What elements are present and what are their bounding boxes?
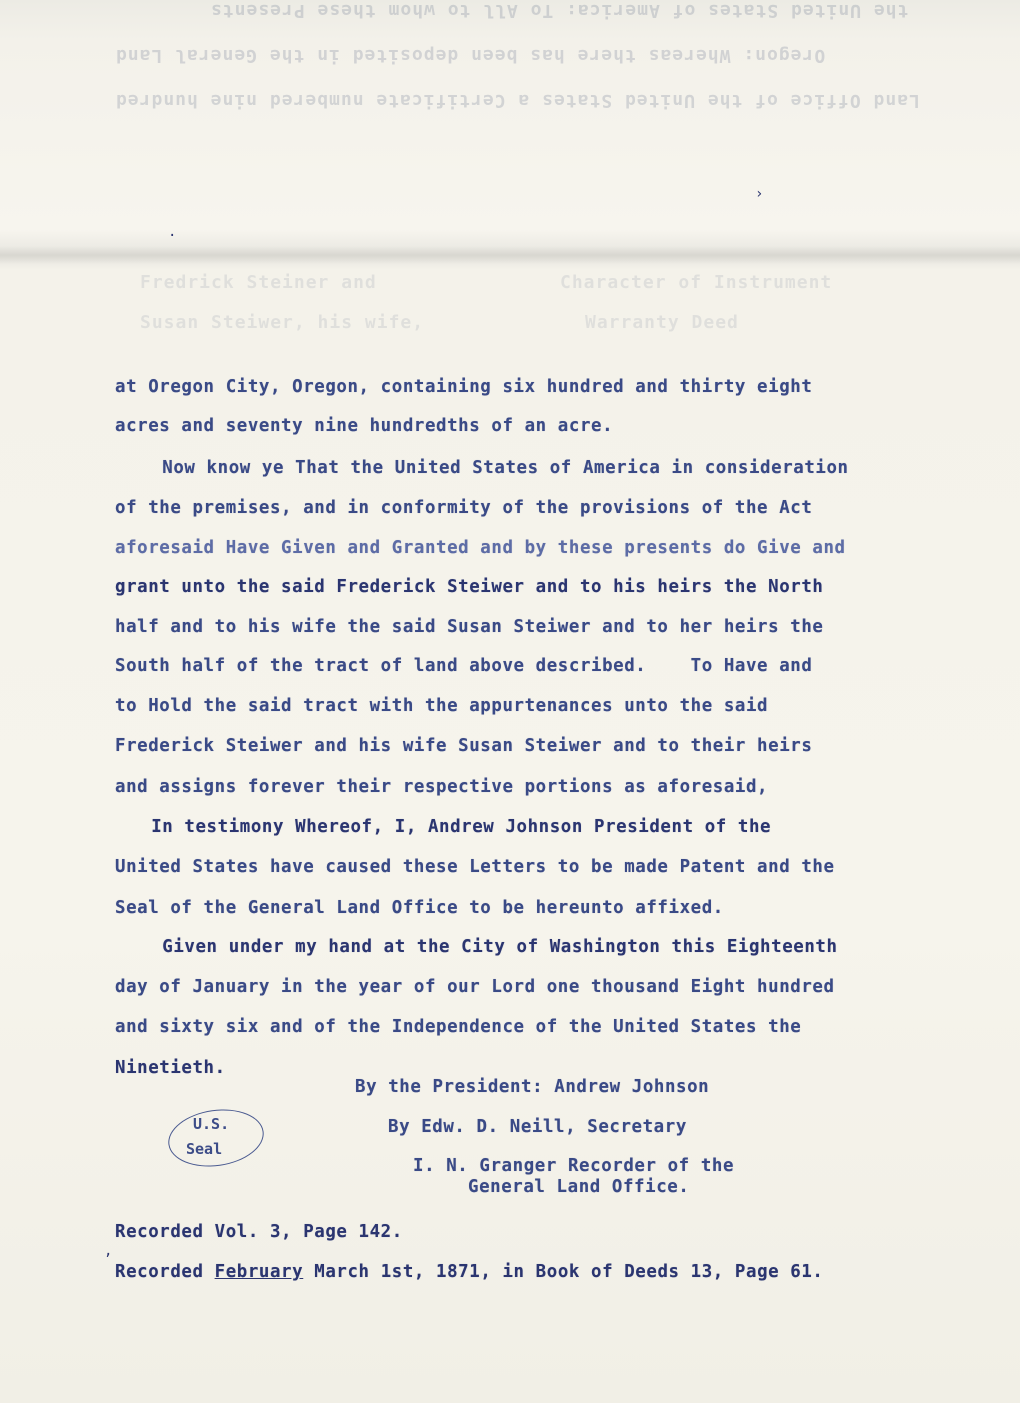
recording-line-2-prefix: Recorded [115,1262,215,1282]
recorder-signature-line-2: General Land Office. [468,1177,690,1197]
recording-struck-month: February [214,1262,304,1282]
president-signature: By the President: Andrew Johnson [355,1077,710,1097]
stray-mark-1: · [168,228,177,244]
bleed-through-mirrored-2: Oregon: Whereas there has been deposited in the General Land [115,45,826,66]
seal-label-2: Seal [186,1140,223,1158]
body-line-6: grant unto the said Frederick Steiwer and to his heirs the North [115,577,824,597]
body-line-9: to Hold the said tract with the appurtenances unto the said [115,696,769,716]
body-line-1: at Oregon City, Oregon, containing six hundred and thirty eight [115,377,813,397]
recording-line-2 [115,1262,824,1282]
recording-line-1: Recorded Vol. 3, Page 142. [115,1222,403,1242]
bleed-through-header-right-1: Character of Instrument [560,272,833,293]
body-line-14: Seal of the General Land Office to be hereunto affixed. [115,898,724,918]
paper-fold [0,246,1020,264]
seal-label-1: U.S. [193,1115,230,1133]
body-line-13: United States have caused these Letters to be made Patent and the [115,857,835,877]
bleed-through-mirrored-1: the United States of America: To All to whom these Presents [210,0,909,21]
body-line-11: and assigns forever their respective portions as aforesaid, [115,777,769,797]
body-line-7: half and to his wife the said Susan Steiwer and to her heirs the [115,617,824,637]
stray-mark-3: , [104,1243,113,1259]
body-line-15: Given under my hand at the City of Washington this Eighteenth [118,937,838,957]
body-line-3: Now know ye That the United States of America in consideration [118,458,849,478]
body-line-5: aforesaid Have Given and Granted and by these presents do Give and [115,538,846,558]
recorder-signature-line-1: I. N. Granger Recorder of the [413,1156,735,1176]
body-line-4: of the premises, and in conformity of the provisions of the Act [115,498,813,518]
recording-line-2-suffix: March 1st, 1871, in Book of Deeds 13, Page 61. [303,1262,824,1282]
body-line-12: In testimony Whereof, I, Andrew Johnson President of the [118,817,772,837]
secretary-signature: By Edw. D. Neill, Secretary [388,1117,687,1137]
body-line-10: Frederick Steiwer and his wife Susan Steiwer and to their heirs [115,736,813,756]
body-line-18: Ninetieth. [115,1058,226,1078]
bleed-through-header-left-1: Fredrick Steiner and [140,272,377,293]
body-line-17: and sixty six and of the Independence of the United States the [115,1017,802,1037]
body-line-16: day of January in the year of our Lord one thousand Eight hundred [115,977,835,997]
body-line-2: acres and seventy nine hundredths of an acre. [115,416,614,436]
stray-mark-2: › [755,186,764,202]
bleed-through-header-left-2: Susan Steiwer, his wife, [140,312,425,333]
bleed-through-header-right-2: Warranty Deed [585,312,739,333]
body-line-8: South half of the tract of land above described. To Have and [115,656,813,676]
bleed-through-mirrored-3: Land Office of the United States a Certificate numbered nine hundred [115,90,920,111]
